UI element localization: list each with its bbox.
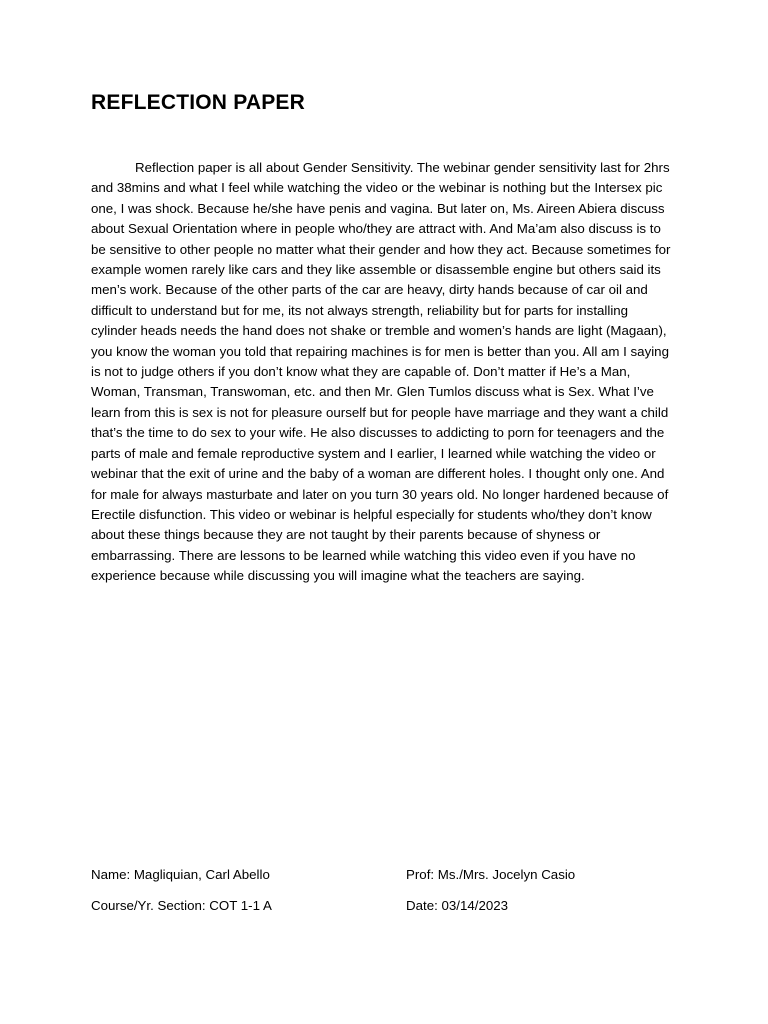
submission-date: Date: 03/14/2023 [406,898,509,913]
page-title: REFLECTION PAPER [91,91,305,114]
course-section: Course/Yr. Section: COT 1-1 A [91,898,272,913]
reflection-body: Reflection paper is all about Gender Sensitivity. The webinar gender sensitivity last for 2hrs and 38mins and what I feel while watching the video or the webinar is nothing but the Intersex pic one, I was shock. Because he/she have penis and vagina. But later on, Ms. Aireen Abiera discuss about Sexual Orientation where in people who/they are attract with. And Ma’am also discuss is to be sensitive to other people no matter what their gender and how they act. Because sometimes for example women rarely like cars and they like assemble or disassemble engine but others said its men’s work. Because of the other parts of the car are heavy, dirty hands because of car oil and difficult to understand but for me, its not always strength, reliability but for parts for installing cylinder heads needs the hand does not shake or tremble and women’s hands are light (Magaan), you know the woman you told that repairing machines is for men is better than you. All am I saying is not to judge others if you don’t know what they are capable of. Don’t matter if He’s a Man, Woman, Transman, Transwoman, etc. and then Mr. Glen Tumlos discuss what is Sex. What I’ve learn from this is sex is not for pleasure ourself but for people have marriage and they want a child that’s the time to do sex to your wife. He also discusses to addicting to porn for teenagers and the parts of male and female reproductive system and I earlier, I learned while watching the video or webinar that the exit of urine and the baby of a woman are different holes. I thought only one. And for male for always masturbate and later on you turn 30 years old. No longer hardened because of Erectile disfunction. This video or webinar is helpful especially for students who/they don’t know about these things because they are not taught by their parents because of shyness or embarrassing. There are lessons to be learned while watching this video even if you have no experience because while discussing you will imagine what the teachers are saying. [91,160,671,584]
professor-name: Prof: Ms./Mrs. Jocelyn Casio [406,867,576,882]
student-name: Name: Magliquian, Carl Abello [91,867,270,882]
